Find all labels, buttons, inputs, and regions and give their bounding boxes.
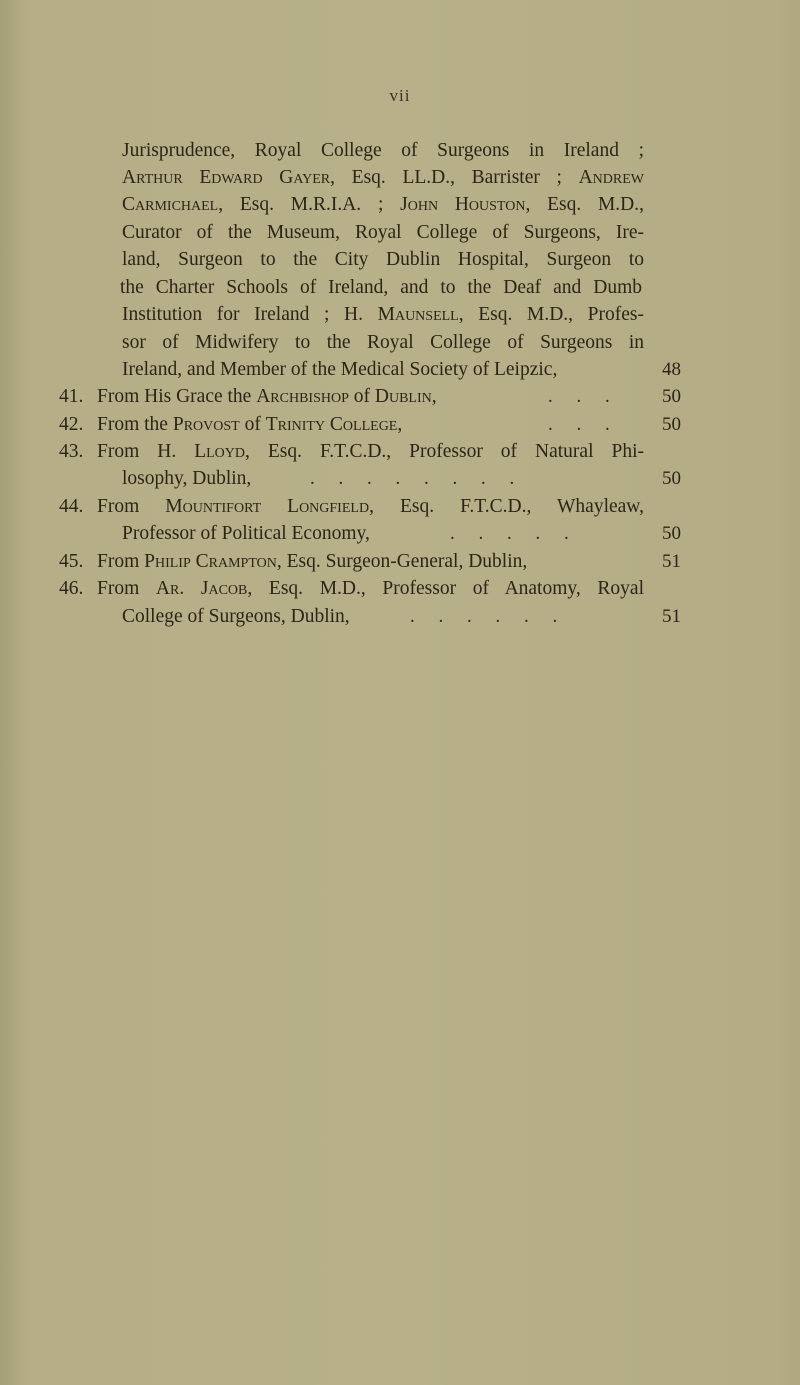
text-run: College of Surgeons, Dublin, <box>122 606 350 627</box>
continuation-line <box>122 139 644 163</box>
small-caps-name: Trinity College <box>265 414 398 435</box>
text-run: land, Surgeon to the City Dublin Hospital, Surgeon to <box>122 249 644 270</box>
text-run: Ireland, and Member of the Medical Society of Leipzic, <box>122 359 558 380</box>
small-caps-name: Mountifort Longfield <box>165 496 370 517</box>
text-run: , Esq. M.R.I.A. ; <box>218 194 401 215</box>
text-run: , Esq. LL.D., Barrister ; <box>330 167 579 188</box>
entry-title-line <box>97 550 527 574</box>
entry-number: 41. <box>59 386 84 407</box>
entry-title-line <box>97 495 644 519</box>
page-reference: 50 <box>662 386 681 407</box>
text-run: Institution for Ireland ; H. <box>122 304 378 325</box>
entry-number: 44. <box>59 496 84 517</box>
continuation-line <box>122 166 644 190</box>
continuation-line <box>122 303 644 327</box>
continuation-line <box>122 221 644 245</box>
small-caps-name: Archbishop <box>256 386 349 407</box>
entry-number: 42. <box>59 414 84 435</box>
entry-title-line <box>97 440 644 464</box>
continuation-line <box>122 193 644 217</box>
page-reference: 48 <box>662 359 681 380</box>
continuation-line <box>120 276 642 300</box>
small-caps-name: Dublin <box>374 386 432 407</box>
small-caps-name: Provost <box>172 414 240 435</box>
entry-continuation-line <box>122 467 251 491</box>
page-reference: 51 <box>662 551 681 572</box>
text-run: From His Grace the <box>97 386 257 407</box>
continuation-line <box>122 358 557 382</box>
leader-dots: . . . <box>548 414 610 435</box>
text-run: of <box>239 414 266 435</box>
text-run: From <box>97 551 145 572</box>
entry-continuation-line <box>122 605 350 629</box>
entry-title-line <box>97 385 437 409</box>
small-caps-name: Andrew <box>578 167 645 188</box>
entry-continuation-line <box>122 522 370 546</box>
small-caps-name: Arthur Edward Gayer <box>122 167 331 188</box>
text-run: From <box>97 578 156 599</box>
leader-dots: . . . . . <box>450 523 569 544</box>
small-caps-name: Ar. Jacob <box>155 578 248 599</box>
entry-number: 45. <box>59 551 84 572</box>
entry-number: 43. <box>59 441 84 462</box>
text-run: , Esq. F.T.C.D., Professor of Natural Phi- <box>244 441 644 462</box>
page-reference: 50 <box>662 468 681 489</box>
continuation-line <box>122 331 644 355</box>
entry-number: 46. <box>59 578 84 599</box>
text-run: , Esq. M.D., Professor of Anatomy, Royal <box>247 578 644 599</box>
leader-dots: . . . . . . . . <box>310 468 515 489</box>
text-run: losophy, Dublin, <box>122 468 252 489</box>
text-run: , Esq. M.D., <box>525 194 645 215</box>
small-caps-name: Carmichael <box>122 194 219 215</box>
text-run: , Esq. Surgeon-General, Dublin, <box>276 551 528 572</box>
small-caps-name: John Houston <box>400 194 526 215</box>
text-run: Curator of the Museum, Royal College of Surgeons, Ire- <box>122 222 644 243</box>
page-reference: 51 <box>662 606 681 627</box>
text-run: sor of Midwifery to the Royal College of Surgeons in <box>122 332 644 353</box>
continuation-line <box>122 248 644 272</box>
leader-dots: . . . . . . <box>410 606 558 627</box>
leader-dots: . . . <box>548 386 610 407</box>
text-run: , Esq. F.T.C.D., Whayleaw, <box>369 496 644 517</box>
text-run: , Esq. M.D., Profes- <box>458 304 644 325</box>
text-run: the Charter Schools of Ireland, and to the Deaf and Dumb <box>120 277 642 298</box>
text-run: , <box>431 386 437 407</box>
small-caps-name: Philip Crampton <box>144 551 277 572</box>
text-run: From H. <box>97 441 195 462</box>
text-run: Professor of Political Economy, <box>122 523 370 544</box>
entry-title-line <box>97 577 644 601</box>
text-run: From <box>97 496 166 517</box>
small-caps-name: Lloyd <box>194 441 245 462</box>
entry-title-line <box>97 413 402 437</box>
text-run: Jurisprudence, Royal College of Surgeons in Ireland ; <box>122 140 644 161</box>
page-reference: 50 <box>662 414 681 435</box>
text-run: From the <box>97 414 173 435</box>
text-run: , <box>397 414 403 435</box>
small-caps-name: Maunsell <box>377 304 459 325</box>
page-number: vii <box>389 86 411 105</box>
page-reference: 50 <box>662 523 681 544</box>
text-run: of <box>348 386 375 407</box>
